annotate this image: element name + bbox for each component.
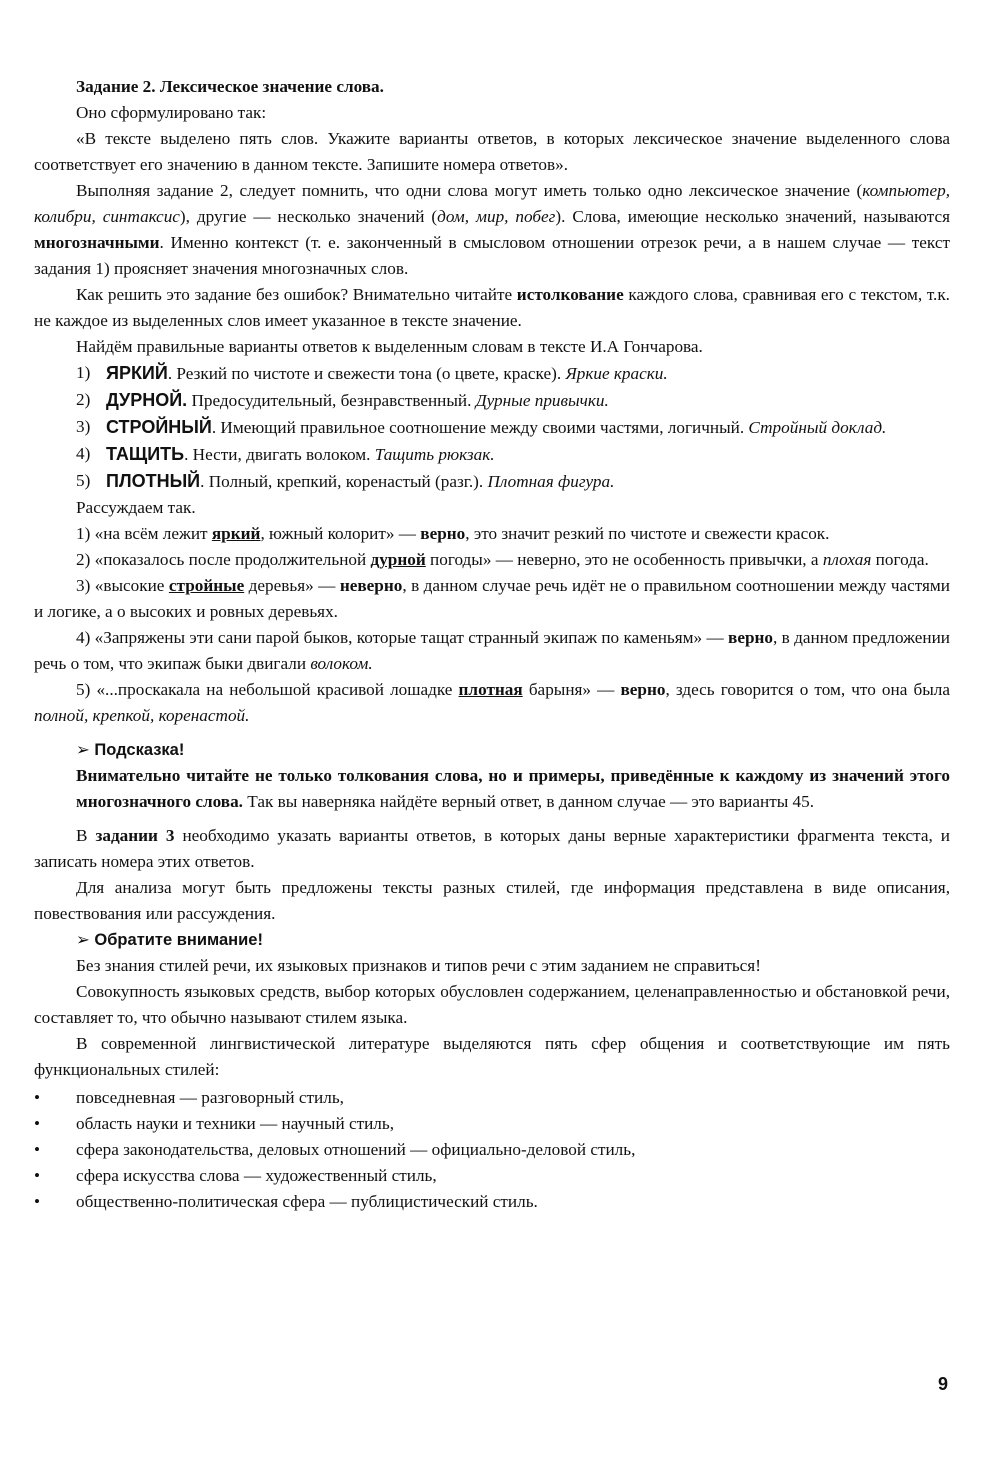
text: барыня» — [522,680,621,699]
reasoning-3 [34,573,950,625]
item-number: 1) [76,363,91,382]
task2-paragraph-3: Найдём правильные варианты ответов к выделенным словам в тексте И.А Гончарова. [76,337,703,356]
attention-text: Без знания стилей речи, их языковых признаков и типов речи с этим заданием не справиться! [76,956,761,975]
definition-item [76,468,950,495]
definition-item [76,441,950,468]
italic-word: плохая [822,550,872,569]
highlighted-word: дурной [370,550,426,569]
task2-heading: Задание 2. Лексическое значение слова. [76,77,384,96]
list-item [34,1163,950,1189]
italic-word: волоком. [310,654,373,673]
text: , это значит резкий по чистоте и свежести красок. [465,524,830,543]
text: , в данном случае речь идёт не о правильном соотношении между частями и логике, а о высоких и ровных деревьях. [34,576,950,621]
bullet-icon: • [34,1114,41,1133]
list-item-text: общественно-политическая сфера — публицистический стиль. [76,1192,538,1211]
bullet-icon: • [34,1166,41,1185]
text: В [76,826,96,845]
headword: ЯРКИЙ [106,363,168,383]
reasoning-1 [34,521,950,547]
hint-heading: ➢ Подсказка! [76,741,185,759]
text: Выполняя задание 2, следует помнить, что одни слова могут иметь только одно лексическое значение ( [76,181,863,200]
definition-example: Плотная фигура. [487,472,615,491]
definition-example: Тащить рюкзак. [374,445,495,464]
list-item [34,1137,950,1163]
headword: ДУРНОЙ. [106,390,188,410]
verdict: верно [420,524,466,543]
list-item-text: повседневная — разговорный стиль, [76,1088,344,1107]
text: . Именно контекст (т. е. законченный в смысловом отношении отрезок речи, а в нашем случае — текст задания 1) проясняет значения многозначных слов. [34,233,950,278]
definition-item [76,414,950,441]
definition-item [76,360,950,387]
list-item [34,1111,950,1137]
hint-bold: Внимательно читайте не только толкования слова, но и примеры, приведённые к каждому из значений этого многозначного слова. [76,766,950,811]
text: ), другие — несколько значений ( [179,207,438,226]
reasoning-intro: Рассуждаем так. [76,498,196,517]
example-words: дом, мир, побег [437,207,556,226]
hint-text [34,763,950,815]
definition-text: . Полный, крепкий, коренастый (разг.). [200,472,488,491]
list-item [34,1085,950,1111]
text: Как решить это задание без ошибок? Внимательно читайте [76,285,517,304]
text: , южный колорит» — [260,524,421,543]
text: погоды» — неверно, это не особенность привычки, а [425,550,823,569]
definition-text: . Резкий по чистоте и свежести тона (о цвете, краске). [167,364,566,383]
task3-paragraph-2: Для анализа могут быть предложены тексты разных стилей, где информация представлена в виде описания, повествования или рассуждения. [34,878,950,923]
task2-paragraph-2 [34,282,950,334]
highlighted-word: плотная [458,680,523,699]
verdict: верно [728,628,774,647]
text: погода. [871,550,929,569]
reasoning-5 [34,677,950,729]
text: 2) «показалось после продолжительной [76,550,371,569]
bullet-icon: • [34,1088,41,1107]
headword: ТАЩИТЬ [106,444,185,464]
item-number: 2) [76,390,91,409]
task2-intro: Оно сформулировано так: [76,103,267,122]
text: , здесь говорится о том, что она была [665,680,950,699]
text: деревья» — [244,576,340,595]
definition-example: Стройный доклад. [748,418,887,437]
highlighted-word: стройные [168,576,245,595]
text: , в данном предложении речь о том, что экипаж быки двигали [34,628,950,673]
term: задании 3 [95,826,175,845]
page-content [34,74,950,1215]
definition-text: . Нести, двигать волоком. [184,445,375,464]
text: каждого слова, сравнивая его с текстом, т.к. не каждое из выделенных слов имеет указанное в тексте значение. [34,285,950,330]
text: ). Слова, имеющие несколько значений, называются [555,207,951,226]
text: 4) «Запряжены эти сани парой быков, которые тащат странный экипаж по каменьям» — [76,628,729,647]
styles-paragraph-2: В современной лингвистической литературе выделяются пять сфер общения и соответствующие им пять функциональных стилей: [34,1034,950,1079]
hint-rest: Так вы наверняка найдёте верный ответ, в данном случае — это варианты 45. [242,792,815,811]
item-number: 3) [76,417,91,436]
list-item-text: сфера законодательства, деловых отношений — официально-деловой стиль, [76,1140,636,1159]
headword: ПЛОТНЫЙ [106,471,201,491]
italic-word: полной, крепкой, коренастой. [34,706,250,725]
text: необходимо указать варианты ответов, в которых даны верные характеристики фрагмента текста, и записать номера этих ответов. [34,826,950,871]
text: 5) «...проскакала на небольшой красивой лошадке [76,680,459,699]
reasoning-4 [34,625,950,677]
definition-text: . Имеющий правильное соотношение между своими частями, логичный. [211,418,749,437]
verdict: верно [620,680,666,699]
example-words: компьютер, колибри, синтаксис [34,181,950,226]
text: 3) «высокие [76,576,169,595]
bullet-icon: • [34,1192,41,1211]
page-number: 9 [937,1374,948,1394]
attention-heading: ➢ Обратите внимание! [76,931,263,949]
bullet-icon: • [34,1140,41,1159]
definition-example: Дурные привычки. [475,391,609,410]
definitions-list [34,360,950,495]
highlighted-word: яркий [211,524,261,543]
task3-paragraph-1 [34,823,950,875]
reasoning-2 [34,547,950,573]
styles-paragraph-1: Совокупность языковых средств, выбор которых обусловлен содержанием, целенаправленностью и обстановкой речи, составляет то, что обычно называют стилем языка. [34,982,950,1027]
term: многозначными [34,233,160,252]
item-number: 5) [76,471,91,490]
term: истолкование [516,285,624,304]
verdict: неверно [339,576,403,595]
list-item-text: сфера искусства слова — художественный стиль, [76,1166,437,1185]
task2-paragraph-1 [34,178,950,282]
list-item [34,1189,950,1215]
definition-item [76,387,950,414]
definition-example: Яркие краски. [565,364,668,383]
styles-list [34,1085,950,1215]
definition-text: Предосудительный, безнравственный. [187,391,476,410]
text: 1) «на всём лежит [76,524,212,543]
task2-quote: «В тексте выделено пять слов. Укажите варианты ответов, в которых лексическое значение выделенного слова соответствует его значению в данном тексте. Запишите номера ответов». [34,129,950,174]
item-number: 4) [76,444,91,463]
headword: СТРОЙНЫЙ [106,417,212,437]
list-item-text: область науки и техники — научный стиль, [76,1114,394,1133]
